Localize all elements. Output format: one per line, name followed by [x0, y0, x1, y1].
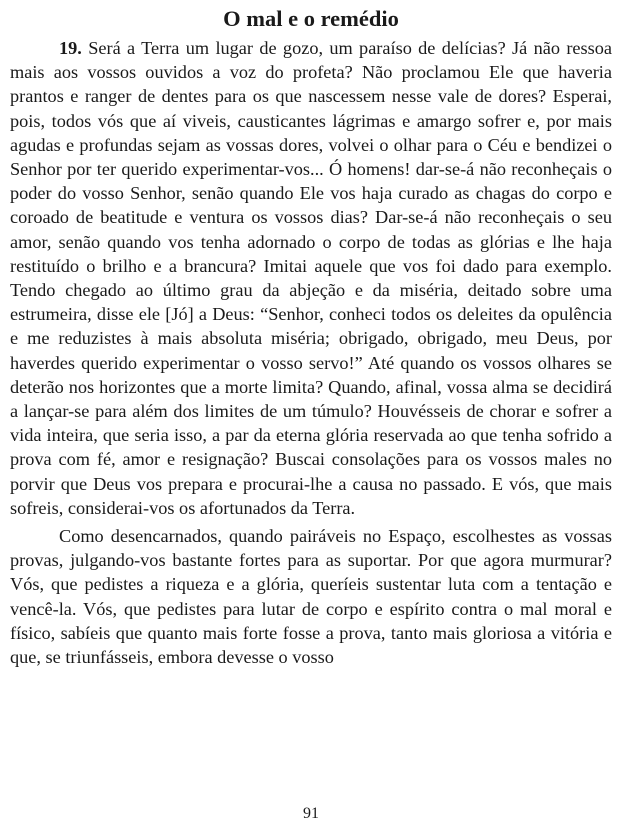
paragraph-19-text: Será a Terra um lugar de gozo, um paraíso de delícias? Já não ressoa mais aos vossos ouvidos a voz do profeta? Não proclamou Ele que haveria prantos e ranger de dentes para os que nascessem nesse vale de dores? Esperai, pois, todos vós que aí viveis, causticantes lágrimas e amargo sofrer e, por mais agudas e profundas sejam as vossas dores, volvei o olhar para o Céu e bendizei o Senhor por ter querido experimentar-vos... Ó homens! dar-se-á não reconheçais o poder do vosso Senhor, senão quando Ele vos haja curado as chagas do corpo e coroado de beatitude e ventura os vossos dias? Dar-se-á não reconheçais o seu amor, senão quando vos tenha adornado o corpo de todas as glórias e lhe haja restituído o brilho e a brancura? Imitai aquele que vos foi dado para exemplo. Tendo chegado ao último grau da abjeção e da miséria, deitado sobre uma estrumeira, disse ele [Jó] a Deus: “Senhor, conheci todos os deleites da opulência e me reduzistes à mais absoluta miséria; obrigado, obrigado, meu Deus, por haverdes querido experimentar o vosso servo!” Até quando os vossos olhares se deterão nos horizontes que a morte limita? Quando, afinal, vossa alma se decidirá a lançar-se para além dos limites de um túmulo? Houvésseis de chorar e sofrer a vida inteira, que seria isso, a par da eterna glória reservada ao que tenha sofrido a prova com fé, amor e resignação? Buscai consolações para os vossos males no porvir que Deus vos prepara e procurai-lhe a causa no passado. E vós, que mais sofreis, considerai-vos os afortunados da Terra. — [10, 38, 613, 518]
paragraph-number: 19. — [59, 38, 82, 58]
section-title: O mal e o remédio — [223, 6, 399, 31]
paragraph-continuation — [10, 524, 612, 669]
paragraph-continuation-text: Como desencarnados, quando pairáveis no Espaço, escolhestes as vossas provas, julgando-vos bastante fortes para as suportar. Por que agora murmurar? Vós, que pedistes a riqueza e a glória, queríeis sustentar luta com a tentação e vencê-la. Vós, que pedistes para lutar de corpo e espírito contra o mal moral e físico, sabíeis que quanto mais forte fosse a prova, tanto mais gloriosa a vitória e que, se triunfásseis, embora devesse o vosso — [10, 526, 612, 668]
page-number: 91 — [303, 805, 319, 822]
book-page — [10, 4, 612, 669]
paragraph-19 — [10, 36, 612, 520]
